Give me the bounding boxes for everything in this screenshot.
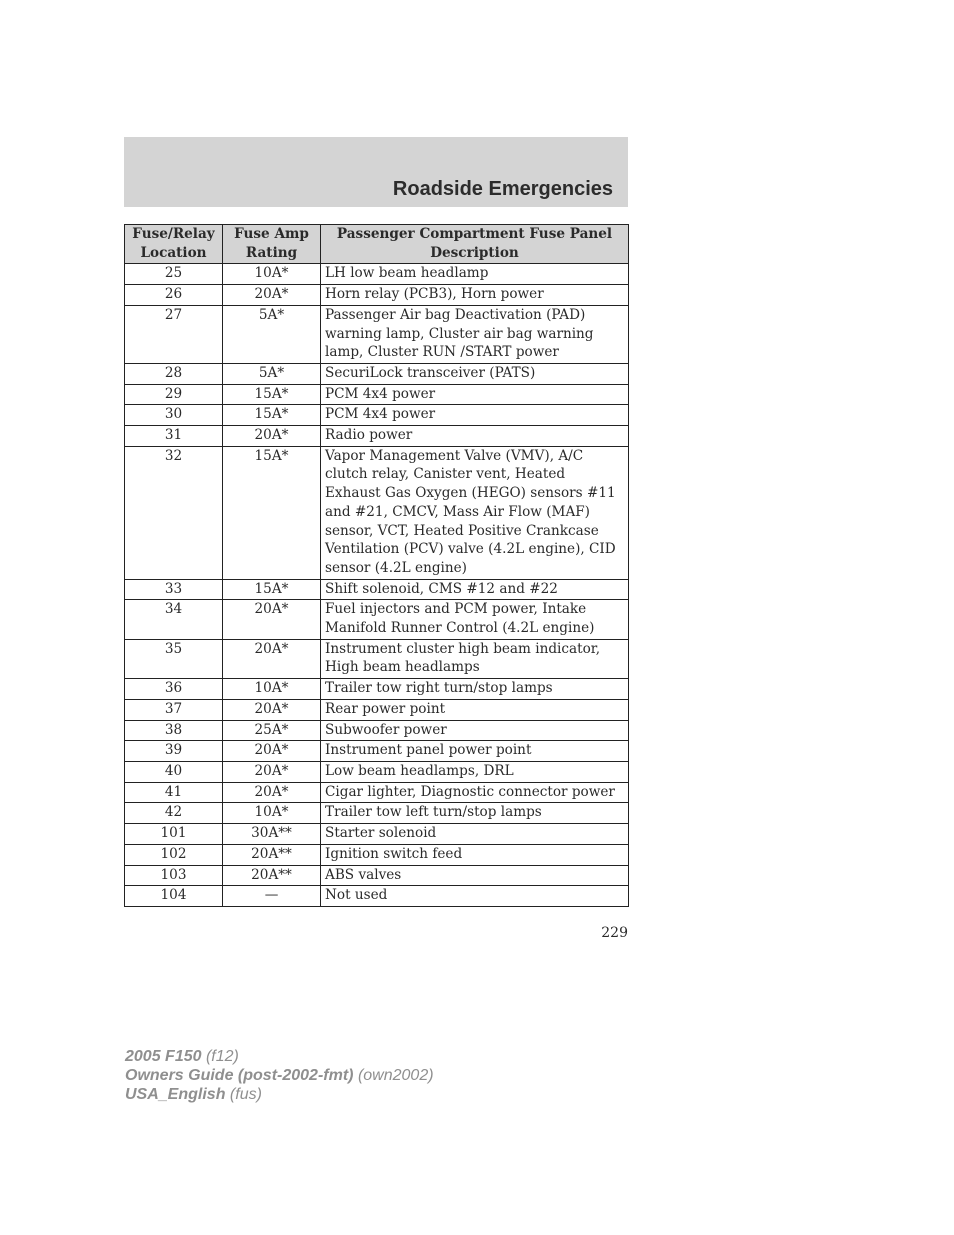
fuse-location-cell: 33: [125, 579, 223, 600]
fuse-rating-cell: 15A*: [223, 405, 321, 426]
section-header-band: [124, 137, 628, 207]
fuse-location-cell: 41: [125, 782, 223, 803]
fuse-location-cell: 27: [125, 305, 223, 363]
table-row: [125, 285, 629, 306]
table-row: [125, 886, 629, 907]
fuse-rating-cell: 5A*: [223, 363, 321, 384]
fuse-rating-cell: 15A*: [223, 579, 321, 600]
fuse-description-cell: Instrument cluster high beam indicator, High beam headlamps: [321, 639, 629, 678]
fuse-description-cell: Rear power point: [321, 699, 629, 720]
fuse-rating-cell: 20A*: [223, 285, 321, 306]
table-row: [125, 579, 629, 600]
fuse-rating-cell: 20A**: [223, 865, 321, 886]
fuse-location-cell: 104: [125, 886, 223, 907]
fuse-description-cell: Instrument panel power point: [321, 741, 629, 762]
table-row: [125, 384, 629, 405]
fuse-description-cell: Low beam headlamps, DRL: [321, 761, 629, 782]
table-row: [125, 803, 629, 824]
fuse-location-cell: 103: [125, 865, 223, 886]
fuse-rating-cell: 10A*: [223, 679, 321, 700]
fuse-rating-cell: 20A*: [223, 761, 321, 782]
fuse-location-cell: 40: [125, 761, 223, 782]
fuse-location-cell: 26: [125, 285, 223, 306]
fuse-rating-cell: 20A*: [223, 600, 321, 639]
table-row: [125, 264, 629, 285]
fuse-description-cell: Passenger Air bag Deactivation (PAD) warning lamp, Cluster air bag warning lamp, Cluster RUN /START power: [321, 305, 629, 363]
fuse-description-cell: PCM 4x4 power: [321, 384, 629, 405]
fuse-description-cell: Trailer tow left turn/stop lamps: [321, 803, 629, 824]
fuse-location-cell: 30: [125, 405, 223, 426]
fuse-location-cell: 31: [125, 426, 223, 447]
fuse-rating-cell: —: [223, 886, 321, 907]
fuse-location-cell: 101: [125, 824, 223, 845]
fuse-description-cell: SecuriLock transceiver (PATS): [321, 363, 629, 384]
fuse-location-cell: 36: [125, 679, 223, 700]
fuse-description-cell: Starter solenoid: [321, 824, 629, 845]
table-row: [125, 446, 629, 579]
fuse-description-cell: ABS valves: [321, 865, 629, 886]
table-body: [125, 264, 629, 907]
fuse-description-cell: LH low beam headlamp: [321, 264, 629, 285]
fuse-description-cell: Shift solenoid, CMS #12 and #22: [321, 579, 629, 600]
table-row: [125, 699, 629, 720]
fuse-description-cell: Radio power: [321, 426, 629, 447]
fuse-rating-cell: 20A*: [223, 782, 321, 803]
table-row: [125, 426, 629, 447]
table-row: [125, 824, 629, 845]
fuse-rating-cell: 20A*: [223, 699, 321, 720]
table-row: [125, 363, 629, 384]
footer-language-code: (fus): [229, 1086, 262, 1103]
fuse-rating-cell: 20A*: [223, 741, 321, 762]
table-row: [125, 741, 629, 762]
footer-language: USA_English: [125, 1086, 226, 1103]
table-row: [125, 782, 629, 803]
table-row: [125, 865, 629, 886]
footer-line-guide: [125, 1066, 434, 1085]
fuse-description-cell: Cigar lighter, Diagnostic connector power: [321, 782, 629, 803]
fuse-rating-cell: 10A*: [223, 264, 321, 285]
footer-line-language: [125, 1085, 434, 1104]
fuse-rating-cell: 15A*: [223, 446, 321, 579]
table-row: [125, 305, 629, 363]
fuse-location-cell: 37: [125, 699, 223, 720]
fuse-location-cell: 38: [125, 720, 223, 741]
table-row: [125, 600, 629, 639]
fuse-location-cell: 28: [125, 363, 223, 384]
fuse-rating-cell: 20A*: [223, 639, 321, 678]
page-number: 229: [601, 925, 628, 941]
fuse-description-cell: Vapor Management Valve (VMV), A/C clutch relay, Canister vent, Heated Exhaust Gas Oxygen (HEGO) sensors #11 and #21, CMCV, Mass Air Flow (MAF) sensor, VCT, Heated Positive Crankcase Ventilation (PCV) valve (4.2L engine), CID sensor (4.2L engine): [321, 446, 629, 579]
fuse-location-cell: 35: [125, 639, 223, 678]
fuse-rating-cell: 30A**: [223, 824, 321, 845]
fuse-description-cell: Horn relay (PCB3), Horn power: [321, 285, 629, 306]
fuse-rating-cell: 25A*: [223, 720, 321, 741]
fuse-description-cell: Not used: [321, 886, 629, 907]
table-row: [125, 405, 629, 426]
column-header-rating: Fuse Amp Rating: [223, 225, 321, 264]
table-header-row: [125, 225, 629, 264]
footer-line-model: [125, 1047, 434, 1066]
fuse-rating-cell: 10A*: [223, 803, 321, 824]
table-row: [125, 639, 629, 678]
fuse-rating-cell: 20A**: [223, 844, 321, 865]
fuse-description-cell: Ignition switch feed: [321, 844, 629, 865]
fuse-location-cell: 25: [125, 264, 223, 285]
fuse-description-cell: Subwoofer power: [321, 720, 629, 741]
fuse-location-cell: 102: [125, 844, 223, 865]
footer-model-code: (f12): [205, 1048, 239, 1065]
section-title: Roadside Emergencies: [392, 178, 613, 200]
fuse-rating-cell: 5A*: [223, 305, 321, 363]
fuse-description-cell: PCM 4x4 power: [321, 405, 629, 426]
footer-model: 2005 F150: [125, 1048, 202, 1065]
document-footer: [125, 1047, 434, 1104]
fuse-table: [124, 224, 629, 907]
column-header-description: Passenger Compartment Fuse Panel Description: [321, 225, 629, 264]
fuse-location-cell: 29: [125, 384, 223, 405]
table-row: [125, 761, 629, 782]
fuse-location-cell: 42: [125, 803, 223, 824]
fuse-description-cell: Fuel injectors and PCM power, Intake Manifold Runner Control (4.2L engine): [321, 600, 629, 639]
fuse-location-cell: 39: [125, 741, 223, 762]
table-row: [125, 679, 629, 700]
footer-guide-code: (own2002): [357, 1067, 434, 1084]
fuse-rating-cell: 20A*: [223, 426, 321, 447]
fuse-rating-cell: 15A*: [223, 384, 321, 405]
table-row: [125, 844, 629, 865]
column-header-location: Fuse/Relay Location: [125, 225, 223, 264]
table-row: [125, 720, 629, 741]
fuse-location-cell: 32: [125, 446, 223, 579]
fuse-description-cell: Trailer tow right turn/stop lamps: [321, 679, 629, 700]
footer-guide: Owners Guide (post-2002-fmt): [125, 1067, 354, 1084]
fuse-location-cell: 34: [125, 600, 223, 639]
